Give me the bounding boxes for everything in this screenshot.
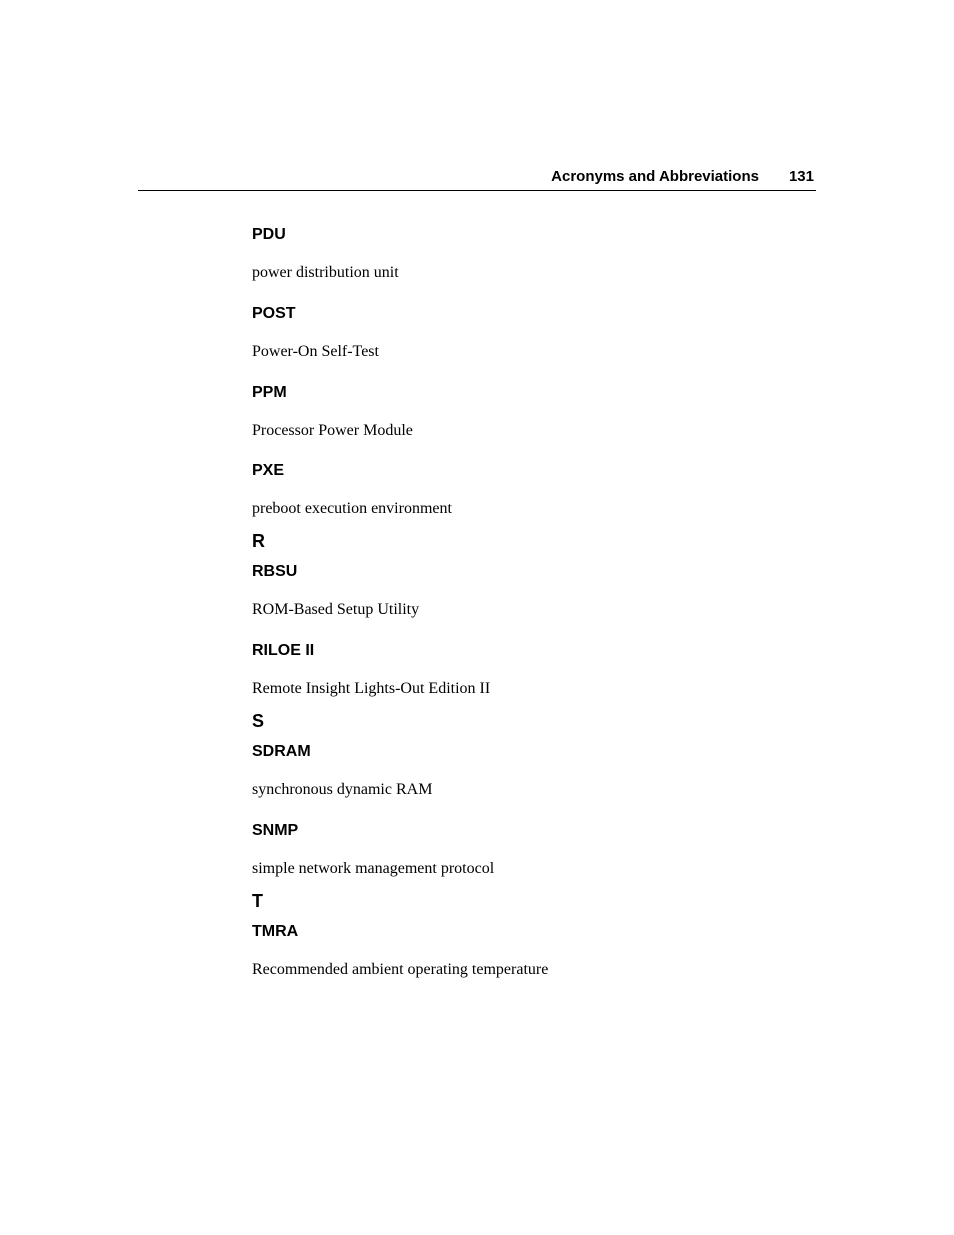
term-pdu: PDU (252, 226, 286, 243)
definition-rbsu: ROM-Based Setup Utility (252, 601, 420, 618)
definition-post: Power-On Self-Test (252, 343, 379, 360)
definition-pxe: preboot execution environment (252, 500, 452, 517)
term-rbsu: RBSU (252, 563, 298, 580)
term-tmra: TMRA (252, 923, 299, 940)
definition-sdram: synchronous dynamic RAM (252, 781, 433, 798)
definition-snmp: simple network management protocol (252, 860, 495, 877)
definition-tmra: Recommended ambient operating temperature (252, 961, 549, 978)
running-header (138, 166, 816, 191)
definition-pdu: power distribution unit (252, 264, 399, 281)
term-snmp: SNMP (252, 822, 299, 839)
term-post: POST (252, 305, 296, 322)
definition-ppm: Processor Power Module (252, 422, 413, 439)
page-number: 131 (788, 168, 814, 185)
term-sdram: SDRAM (252, 743, 311, 760)
term-riloe-ii: RILOE II (252, 642, 315, 659)
section-letter-r: R (252, 531, 265, 551)
term-pxe: PXE (252, 462, 285, 479)
section-letter-s: S (252, 711, 265, 731)
definition-riloe-ii: Remote Insight Lights-Out Edition II (252, 680, 491, 697)
section-letter-t: T (252, 891, 263, 911)
term-ppm: PPM (252, 384, 287, 401)
header-title: Acronyms and Abbreviations (551, 168, 759, 185)
